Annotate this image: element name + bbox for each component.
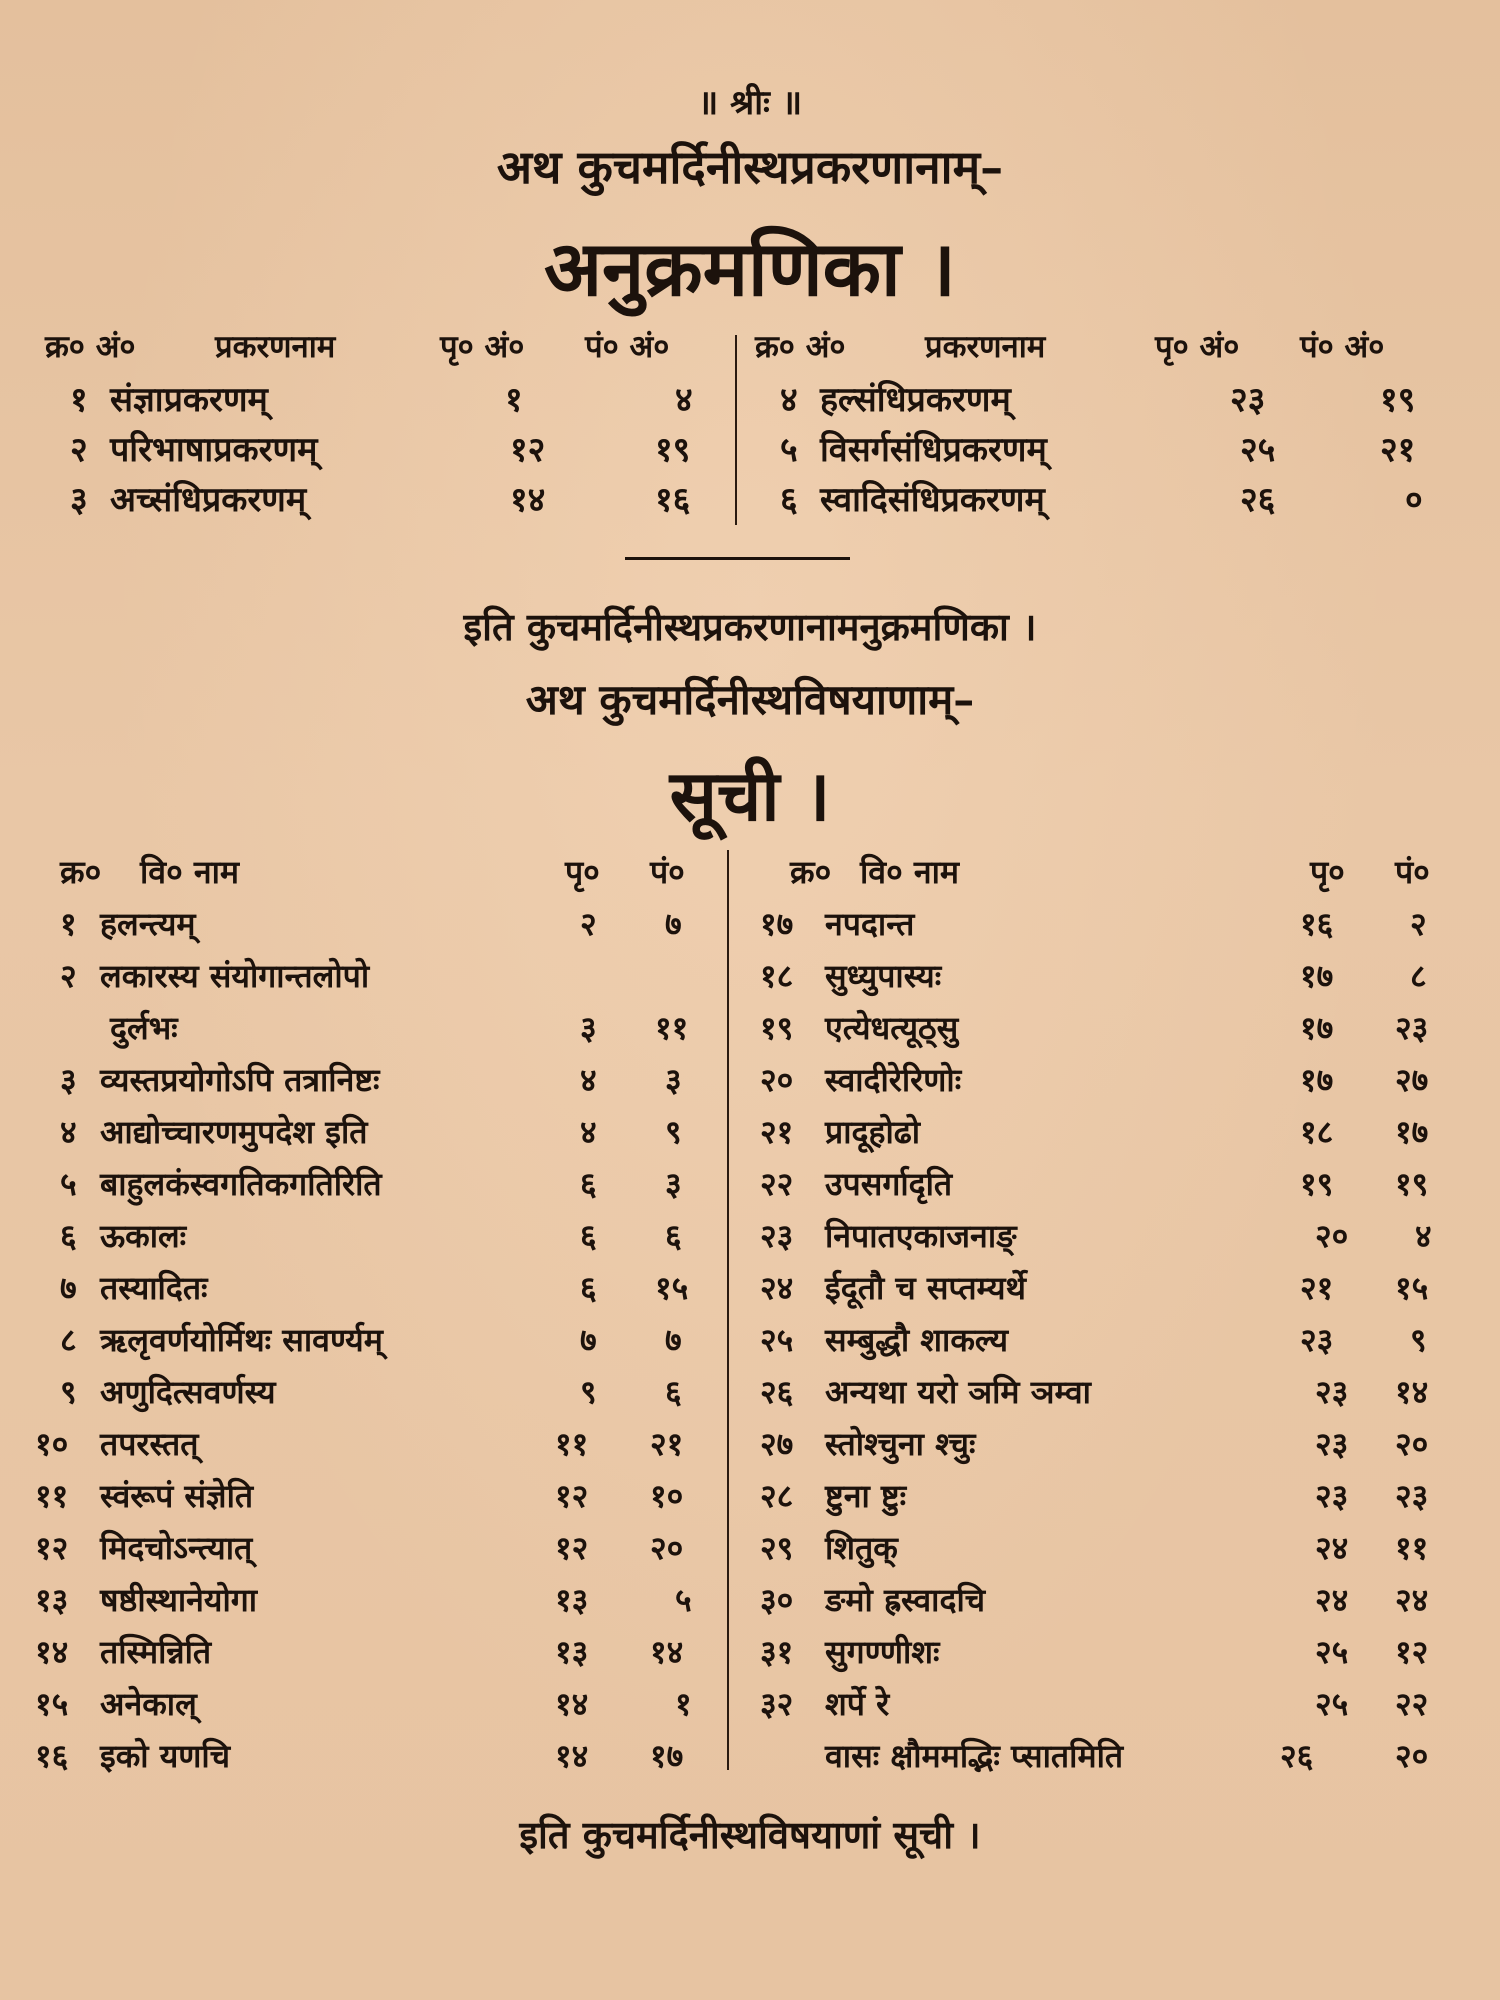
suchi-row [755, 1214, 1465, 1266]
suchi-row [35, 1370, 725, 1422]
row-name: स्वंरूपं संज्ञेति [100, 1477, 254, 1515]
row-line: ३ [665, 1061, 682, 1099]
suchi-row [35, 1318, 725, 1370]
suchi-row [755, 1578, 1465, 1630]
row-line: १९ [655, 430, 691, 470]
suchi-row [35, 954, 725, 1006]
row-name: ईदूतौ च सप्तम्यर्थे [825, 1269, 1026, 1307]
row-page: १२ [510, 430, 546, 470]
row-page: १७ [1300, 957, 1334, 995]
suchi-right-column [755, 850, 1465, 1786]
suchi-row [35, 902, 725, 954]
row-name: ऊकालः [100, 1217, 187, 1255]
row-line: १९ [1395, 1165, 1429, 1203]
row-name: सुगण्णीशः [825, 1633, 940, 1671]
row-name: व्यस्तप्रयोगोऽपि तत्रानिष्टः [100, 1061, 380, 1099]
row-line: ३ [665, 1165, 682, 1203]
row-name: शितुक् [825, 1529, 898, 1567]
row-page: १४ [555, 1685, 589, 1723]
row-line: ४ [675, 380, 693, 420]
row-num: ४ [780, 380, 798, 420]
suchi-row [35, 1474, 725, 1526]
suchi-row [35, 1006, 725, 1058]
suchi-left-column [35, 850, 725, 1786]
row-name: तस्मिन्निति [100, 1633, 212, 1671]
row-line: २० [1395, 1737, 1429, 1775]
row-num: १ [60, 905, 77, 943]
row-name: ष्टुना ष्टुः [825, 1477, 907, 1515]
row-line: ५ [675, 1581, 692, 1619]
index-row [755, 425, 1445, 475]
row-name: स्तोश्चुना श्चुः [825, 1425, 976, 1463]
row-num: ३२ [760, 1685, 794, 1723]
row-name: इको यणचि [100, 1737, 231, 1775]
row-line: २४ [1395, 1581, 1429, 1619]
closing-anukramanika: इति कुचमर्दिनीस्थप्रकरणानामनुक्रमणिका । [463, 604, 1037, 649]
row-line: १ [675, 1685, 692, 1723]
row-num: २९ [760, 1529, 794, 1567]
suchi-row [755, 1682, 1465, 1734]
row-line: ९ [1410, 1321, 1427, 1359]
row-name: आद्योच्चारणमुपदेश इति [100, 1113, 368, 1151]
row-name: शर्पे रे [825, 1685, 890, 1723]
row-name: निपातएकाजनाङ् [825, 1217, 1017, 1255]
row-page: २६ [1240, 480, 1276, 520]
row-page: ३ [580, 1009, 597, 1047]
row-page: २४ [1315, 1581, 1349, 1619]
row-num: ११ [35, 1477, 69, 1515]
row-line: १४ [1395, 1373, 1429, 1411]
row-page: २३ [1230, 380, 1266, 420]
row-line: १७ [650, 1737, 684, 1775]
row-page: २६ [1280, 1737, 1314, 1775]
row-page: ११ [555, 1425, 589, 1463]
row-line: ९ [665, 1113, 682, 1151]
suchi-row [755, 1058, 1465, 1110]
suchi-row [755, 1474, 1465, 1526]
suchi-row [755, 1526, 1465, 1578]
row-line: ० [1405, 480, 1423, 520]
row-page: १ [505, 380, 523, 420]
row-page: २५ [1315, 1633, 1349, 1671]
row-page: ४ [580, 1061, 597, 1099]
header-num: क्र० [60, 853, 102, 891]
suchi-row [755, 1734, 1465, 1786]
header-name: वि० नाम [140, 853, 240, 891]
header-line: पं० [650, 853, 685, 891]
row-page: २१ [1300, 1269, 1334, 1307]
row-line: २७ [1395, 1061, 1429, 1099]
row-name: सुध्युपास्यः [825, 957, 942, 995]
row-page: १२ [555, 1477, 589, 1515]
index-row [755, 475, 1445, 525]
suchi-row [755, 1110, 1465, 1162]
heading-vishaya: अथ कुचमर्दिनीस्थविषयाणाम्– [525, 675, 975, 724]
row-num: १६ [35, 1737, 69, 1775]
row-name: एत्येधत्यूठ्सु [825, 1009, 959, 1047]
row-page: २३ [1315, 1425, 1349, 1463]
row-name: ऋलृवर्णयोर्मिथः सावर्ण्यम् [100, 1321, 383, 1359]
row-name: हल्संधिप्रकरणम् [820, 380, 1011, 420]
index-row [45, 425, 735, 475]
row-page: १२ [555, 1529, 589, 1567]
suchi-row [35, 1214, 725, 1266]
row-num: २ [60, 957, 77, 995]
row-line: ११ [655, 1009, 689, 1047]
header-page: पृ० अं० [1155, 329, 1240, 365]
row-line: २१ [1380, 430, 1416, 470]
row-num: २६ [760, 1373, 794, 1411]
index-header [45, 325, 735, 375]
row-page: २३ [1315, 1477, 1349, 1515]
row-num: १८ [760, 957, 794, 995]
row-page: १४ [510, 480, 546, 520]
row-num: ४ [60, 1113, 77, 1151]
row-line: १२ [1395, 1633, 1429, 1671]
index-row [755, 375, 1445, 425]
row-num: १९ [760, 1009, 794, 1047]
row-num: ५ [780, 430, 798, 470]
row-num: २१ [760, 1113, 794, 1151]
vishaya-suchi [35, 850, 1465, 1780]
row-page: २३ [1315, 1373, 1349, 1411]
row-page: १३ [555, 1633, 589, 1671]
row-line: २३ [1395, 1009, 1429, 1047]
row-num: २ [70, 430, 88, 470]
row-name: प्रादूहोढो [825, 1113, 921, 1151]
header-name: प्रकरणनाम [925, 329, 1046, 365]
row-line: ११ [1395, 1529, 1429, 1567]
row-name: अणुदित्सवर्णस्य [100, 1373, 276, 1411]
row-num: ६ [60, 1217, 77, 1255]
row-page: २४ [1315, 1529, 1349, 1567]
row-line: १० [650, 1477, 684, 1515]
row-num: ३ [60, 1061, 77, 1099]
row-num: १० [35, 1425, 69, 1463]
row-num: १७ [760, 905, 794, 943]
suchi-row [35, 1630, 725, 1682]
row-num: १४ [35, 1633, 69, 1671]
row-name: बाहुलकंस्वगतिकगतिरिति [100, 1165, 382, 1203]
row-name: नपदान्त [825, 905, 915, 943]
suchi-header [755, 850, 1465, 902]
row-name: षष्ठीस्थानेयोगा [100, 1581, 258, 1619]
header-num: क्र० अं० [45, 329, 136, 365]
section-rule [625, 557, 850, 560]
row-name: लकारस्य संयोगान्तलोपो [100, 957, 370, 995]
header-name: प्रकरणनाम [215, 329, 336, 365]
row-page: १७ [1300, 1061, 1334, 1099]
row-line: १९ [1380, 380, 1416, 420]
suchi-header [35, 850, 725, 902]
row-name: अन्यथा यरो ञमि ञम्वा [825, 1373, 1091, 1411]
row-page: १८ [1300, 1113, 1334, 1151]
row-line: ६ [665, 1217, 682, 1255]
row-page: ४ [580, 1113, 597, 1151]
row-num: २५ [760, 1321, 794, 1359]
header-line: पं० [1395, 853, 1430, 891]
row-num: १५ [35, 1685, 69, 1723]
row-name: विसर्गसंधिप्रकरणम् [820, 430, 1047, 470]
heading-prakarana: अथ कुचमर्दिनीस्थप्रकरणानाम्– [496, 140, 1004, 194]
row-page: १६ [1300, 905, 1334, 943]
row-page: २५ [1240, 430, 1276, 470]
row-page: १४ [555, 1737, 589, 1775]
suchi-row [35, 1578, 725, 1630]
row-num: ८ [60, 1321, 77, 1359]
suchi-row [755, 1370, 1465, 1422]
row-page: ६ [580, 1165, 597, 1203]
row-line: २३ [1395, 1477, 1429, 1515]
row-page: २ [580, 905, 597, 943]
prakarana-index-right [755, 325, 1445, 525]
row-page: २५ [1315, 1685, 1349, 1723]
row-num: २० [760, 1061, 794, 1099]
row-page: १३ [555, 1581, 589, 1619]
row-num: १ [70, 380, 88, 420]
header-line: पं० अं० [1300, 329, 1385, 365]
suchi-row [755, 902, 1465, 954]
title-suchi: सूची । [669, 754, 831, 837]
row-name: स्वादिसंधिप्रकरणम् [820, 480, 1045, 520]
suchi-row [35, 1682, 725, 1734]
row-page: २० [1315, 1217, 1349, 1255]
suchi-row [35, 1110, 725, 1162]
row-line: २० [650, 1529, 684, 1567]
row-line: ६ [665, 1373, 682, 1411]
suchi-row [755, 1266, 1465, 1318]
column-divider [735, 335, 737, 525]
row-name: परिभाषाप्रकरणम् [110, 430, 318, 470]
row-num: ९ [60, 1373, 77, 1411]
suchi-row [35, 1526, 725, 1578]
row-line: २१ [650, 1425, 684, 1463]
row-num: २८ [760, 1477, 794, 1515]
suchi-row [755, 1422, 1465, 1474]
suchi-row [35, 1734, 725, 1786]
row-name: तस्यादितः [100, 1269, 208, 1307]
row-name: संज्ञाप्रकरणम् [110, 380, 268, 420]
row-name: तपरस्तत् [100, 1425, 199, 1463]
row-page: १७ [1300, 1009, 1334, 1047]
row-page: ७ [580, 1321, 597, 1359]
closing-suchi: इति कुचमर्दिनीस्थविषयाणां सूची । [519, 1812, 981, 1857]
row-name: हलन्त्यम् [100, 905, 196, 943]
row-num: २४ [760, 1269, 794, 1307]
index-header [755, 325, 1445, 375]
row-line: ७ [665, 1321, 682, 1359]
row-name: सम्बुद्धौ शाकल्य [825, 1321, 1009, 1359]
row-num: ६ [780, 480, 798, 520]
header-name: वि० नाम [860, 853, 960, 891]
index-row [45, 475, 735, 525]
title-anukramanika: अनुक्रमणिका । [543, 224, 956, 313]
invocation: ॥ श्रीः ॥ [697, 83, 803, 123]
header-page: पृ० [1310, 853, 1345, 891]
suchi-row [35, 1266, 725, 1318]
row-line: ८ [1410, 957, 1427, 995]
row-name: दुर्लभः [110, 1009, 178, 1047]
row-num: २२ [760, 1165, 794, 1203]
row-name: वासः क्षौममद्भिः प्सातमिति [825, 1737, 1124, 1775]
row-name: अच्संधिप्रकरणम् [110, 480, 307, 520]
row-line: १६ [655, 480, 691, 520]
row-num: १३ [35, 1581, 69, 1619]
column-divider [727, 850, 729, 1770]
header-page: पृ० [565, 853, 600, 891]
prakarana-index [45, 325, 1445, 535]
row-page: १९ [1300, 1165, 1334, 1203]
row-name: उपसर्गादृति [825, 1165, 953, 1203]
row-num: १२ [35, 1529, 69, 1567]
row-page: ६ [580, 1217, 597, 1255]
suchi-row [35, 1422, 725, 1474]
row-page: २३ [1300, 1321, 1334, 1359]
row-num: २३ [760, 1217, 794, 1255]
suchi-row [755, 1162, 1465, 1214]
row-line: १४ [650, 1633, 684, 1671]
suchi-row [35, 1058, 725, 1110]
suchi-row [755, 1318, 1465, 1370]
row-name: अनेकाल् [100, 1685, 197, 1723]
row-line: २ [1410, 905, 1427, 943]
row-line: १७ [1395, 1113, 1429, 1151]
row-line: २० [1395, 1425, 1429, 1463]
row-num: ७ [60, 1269, 77, 1307]
header-page: पृ० अं० [440, 329, 525, 365]
row-num: ३ [70, 480, 88, 520]
index-row [45, 375, 735, 425]
suchi-row [755, 1630, 1465, 1682]
suchi-row [755, 1006, 1465, 1058]
row-page: ९ [580, 1373, 597, 1411]
row-num: ३१ [760, 1633, 794, 1671]
row-num: ५ [60, 1165, 77, 1203]
row-num: २७ [760, 1425, 794, 1463]
header-line: पं० अं० [585, 329, 670, 365]
row-line: १५ [655, 1269, 689, 1307]
suchi-row [755, 954, 1465, 1006]
row-num: ३० [760, 1581, 794, 1619]
row-line: ७ [665, 905, 682, 943]
row-name: ङमो ह्रस्वादचि [825, 1581, 986, 1619]
header-num: क्र० अं० [755, 329, 846, 365]
row-line: ४ [1415, 1217, 1432, 1255]
prakarana-index-left [45, 325, 735, 525]
row-line: २२ [1395, 1685, 1429, 1723]
row-name: मिदचोऽन्त्यात् [100, 1529, 253, 1567]
row-page: ६ [580, 1269, 597, 1307]
suchi-row [35, 1162, 725, 1214]
row-line: १५ [1395, 1269, 1429, 1307]
header-num: क्र० [790, 853, 832, 891]
row-name: स्वादीरेरिणोः [825, 1061, 962, 1099]
